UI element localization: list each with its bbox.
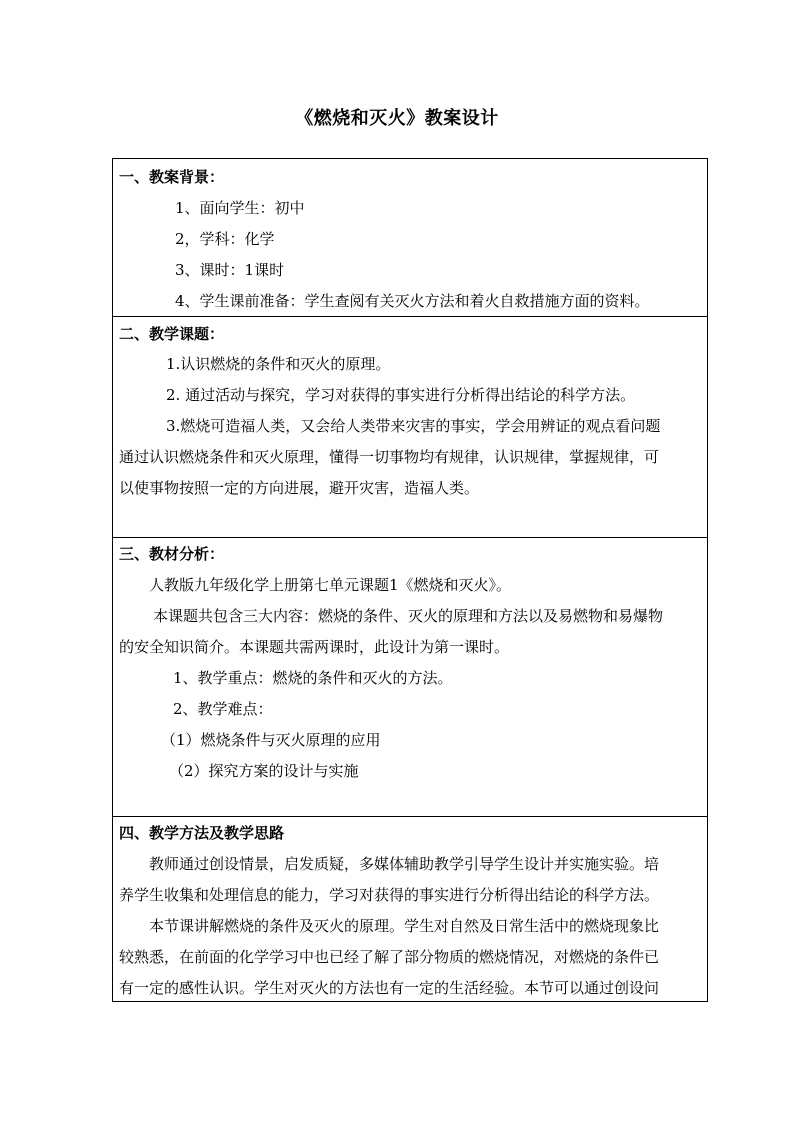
text-line: 3.燃烧可造福人类，又会给人类带来灾害的事实，学会用辨证的观点看问题 — [166, 417, 661, 435]
text-line: 2、教学难点： — [173, 700, 273, 718]
text-line: 本课题共包含三大内容：燃烧的条件、灭火的原理和方法以及易燃物和易爆物 — [153, 607, 664, 625]
document-title: 《燃烧和灭火》教案设计 — [295, 108, 499, 129]
text-line: 教师通过创设情景，启发质疑，多媒体辅助教学引导学生设计并实施实验。培 — [149, 855, 660, 873]
text-line: 本节课讲解燃烧的条件及灭火的原理。学生对自然及日常生活中的燃烧现象比 — [149, 917, 660, 935]
text-line: 有一定的感性认识。学生对灭火的方法也有一定的生活经验。本节可以通过创设问 — [119, 979, 660, 997]
text-line: 养学生收集和处理信息的能力，学习对获得的事实进行分析得出结论的科学方法。 — [119, 886, 660, 904]
text-line: 人教版九年级化学上册第七单元课题1《燃烧和灭火》。 — [149, 576, 512, 594]
section-heading: 三、教材分析： — [119, 545, 225, 563]
text-line: 1、面向学生：初中 — [175, 199, 305, 217]
text-line: 2，学科：化学 — [175, 230, 275, 248]
text-line: 的安全知识简介。本课题共需两课时，此设计为第一课时。 — [119, 638, 510, 656]
text-line: （2）探究方案的设计与实施 — [169, 762, 359, 780]
section-heading: 一、教案背景： — [119, 168, 225, 186]
section-method — [113, 816, 707, 1002]
section-heading: 四、教学方法及教学思路 — [119, 824, 285, 842]
section-background — [113, 159, 707, 316]
text-line: 较熟悉，在前面的化学学习中也已经了解了部分物质的燃烧情况，对燃烧的条件已 — [119, 948, 660, 966]
lesson-plan-table — [112, 158, 708, 1002]
text-line: 2. 通过活动与探究，学习对获得的事实进行分析得出结论的科学方法。 — [166, 386, 636, 404]
text-line: 通过认识燃烧条件和灭火原理，懂得一切事物均有规律，认识规律，掌握规律，可 — [119, 448, 660, 466]
text-line: 1、教学重点：燃烧的条件和灭火的方法。 — [173, 669, 453, 687]
text-line: 以使事物按照一定的方向进展，避开灾害，造福人类。 — [119, 479, 480, 497]
text-line: 1.认识燃烧的条件和灭火的原理。 — [166, 355, 391, 373]
section-heading: 二、教学课题： — [119, 325, 225, 343]
section-material — [113, 537, 707, 816]
text-line: 3、课时：1课时 — [175, 261, 285, 279]
section-topic — [113, 316, 707, 537]
text-line: 4、学生课前准备：学生查阅有关灭火方法和着火自救措施方面的资料。 — [175, 292, 650, 310]
text-line: （1）燃烧条件与灭火原理的应用 — [161, 731, 381, 749]
